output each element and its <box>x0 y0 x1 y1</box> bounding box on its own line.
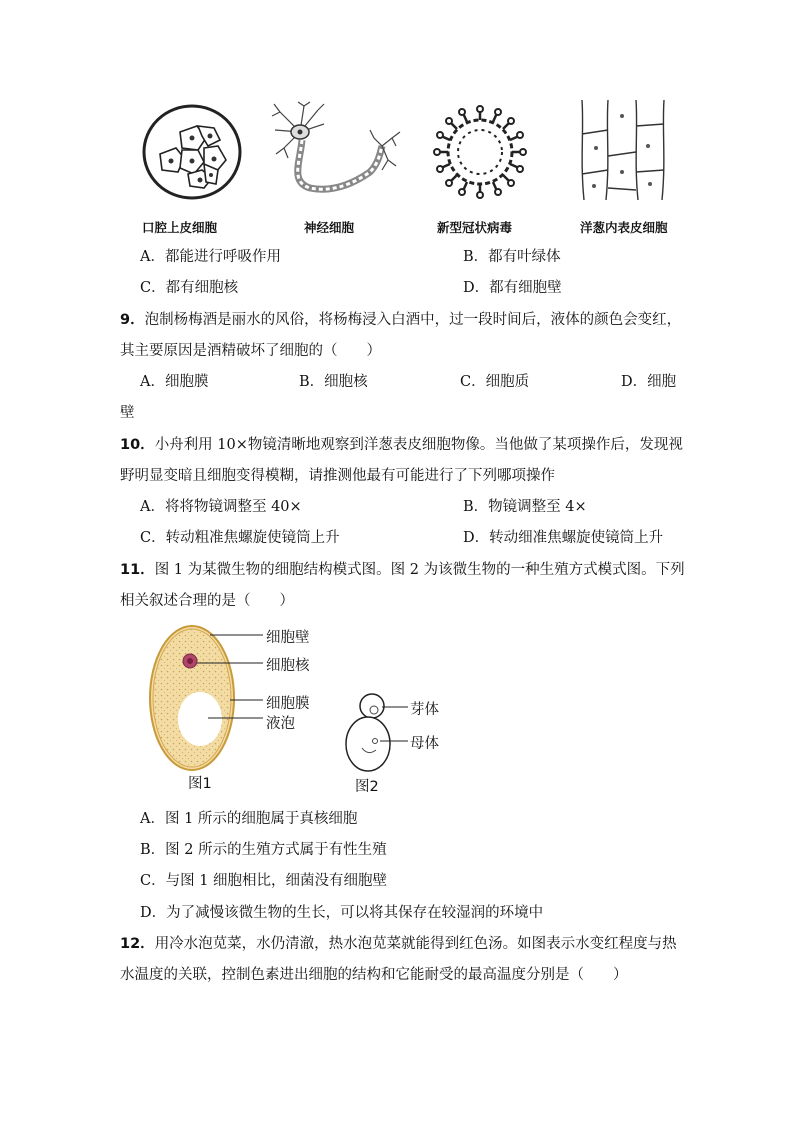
q9-stem-line2: 其主要原因是酒精破坏了细胞的（ ） <box>120 343 381 359</box>
q8-option-c: C．都有细胞核 <box>140 280 239 296</box>
q11-option-b: B．图 2 所示的生殖方式属于有性生殖 <box>140 842 387 858</box>
q10-text-1: 小舟利用 10×物镜清晰地观察到洋葱表皮细胞物像。当他做了某项操作后，发现视 <box>154 437 683 453</box>
q9-number: 9． <box>120 312 145 328</box>
q10-number: 10． <box>120 437 155 453</box>
caption-coronavirus: 新型冠状病毒 <box>437 220 513 235</box>
q10-option-a: A．将将物镜调整至 40× <box>140 499 302 515</box>
q11-text-1: 图 1 为某微生物的细胞结构模式图。图 2 为该微生物的一种生殖方式模式图。下列 <box>154 562 685 578</box>
label-nucleus: 细胞核 <box>266 658 310 674</box>
q9-option-d: D．细胞 <box>621 374 677 390</box>
q12-stem-line2: 水温度的关联，控制色素进出细胞的结构和它能耐受的最高温度分别是（ ） <box>120 967 628 983</box>
q8-option-b: B．都有叶绿体 <box>463 249 561 265</box>
label-cell-wall: 细胞壁 <box>266 630 310 646</box>
label-bud: 芽体 <box>410 702 439 718</box>
figure-1-caption: 图1 <box>188 776 212 792</box>
caption-nerve-cell: 神经细胞 <box>304 220 355 235</box>
caption-onion-cells: 洋葱内表皮细胞 <box>580 220 668 235</box>
q11-option-a: A．图 1 所示的细胞属于真核细胞 <box>140 811 358 827</box>
q11-option-d: D．为了减慢该微生物的生长，可以将其保存在较湿润的环境中 <box>140 905 544 921</box>
q10-option-c: C．转动粗准焦螺旋使镜筒上升 <box>140 530 340 546</box>
q10-option-d: D．转动细准焦螺旋使镜筒上升 <box>463 530 664 546</box>
q8-option-a: A．都能进行呼吸作用 <box>140 249 281 265</box>
q9-option-a: A．细胞膜 <box>140 374 209 390</box>
oral-epithelial-cells-figure <box>142 104 242 200</box>
yeast-cell-figure-1 <box>148 622 268 772</box>
q10-stem-line2: 野明显变暗且细胞变得模糊，请推测他最有可能进行了下列哪项操作 <box>120 468 555 484</box>
q8-option-d: D．都有细胞壁 <box>463 280 562 296</box>
onion-epidermal-cells-figure <box>578 100 670 200</box>
q9-option-c: C．细胞质 <box>460 374 530 390</box>
budding-figure-2 <box>338 688 418 778</box>
q11-number: 11． <box>120 562 155 578</box>
q9-stem-line1 <box>120 310 681 330</box>
q9-option-d-wrap: 壁 <box>120 405 135 421</box>
q10-option-b: B．物镜调整至 4× <box>463 499 587 515</box>
label-cell-membrane: 细胞膜 <box>266 696 310 712</box>
q10-stem-line1 <box>120 435 683 455</box>
label-vacuole: 液泡 <box>266 716 295 732</box>
q12-number: 12． <box>120 936 155 952</box>
q9-text-1: 泡制杨梅酒是丽水的风俗，将杨梅浸入白酒中，过一段时间后，液体的颜色会变红， <box>144 312 682 328</box>
q12-text-1: 用冷水泡苋菜，水仍清澈，热水泡苋菜就能得到红色汤。如图表示水变红程度与热 <box>154 936 677 952</box>
q11-stem-line1 <box>120 560 685 580</box>
q9-option-b: B．细胞核 <box>299 374 368 390</box>
nerve-cell-figure <box>270 102 405 197</box>
label-mother-cell: 母体 <box>410 736 439 752</box>
caption-oral-cells: 口腔上皮细胞 <box>142 220 218 235</box>
coronavirus-figure <box>430 104 530 200</box>
q11-option-c: C．与图 1 细胞相比，细菌没有细胞壁 <box>140 873 388 889</box>
figure-2-caption: 图2 <box>355 779 379 795</box>
q11-stem-line2: 相关叙述合理的是（ ） <box>120 593 294 609</box>
q12-stem-line1 <box>120 934 677 954</box>
